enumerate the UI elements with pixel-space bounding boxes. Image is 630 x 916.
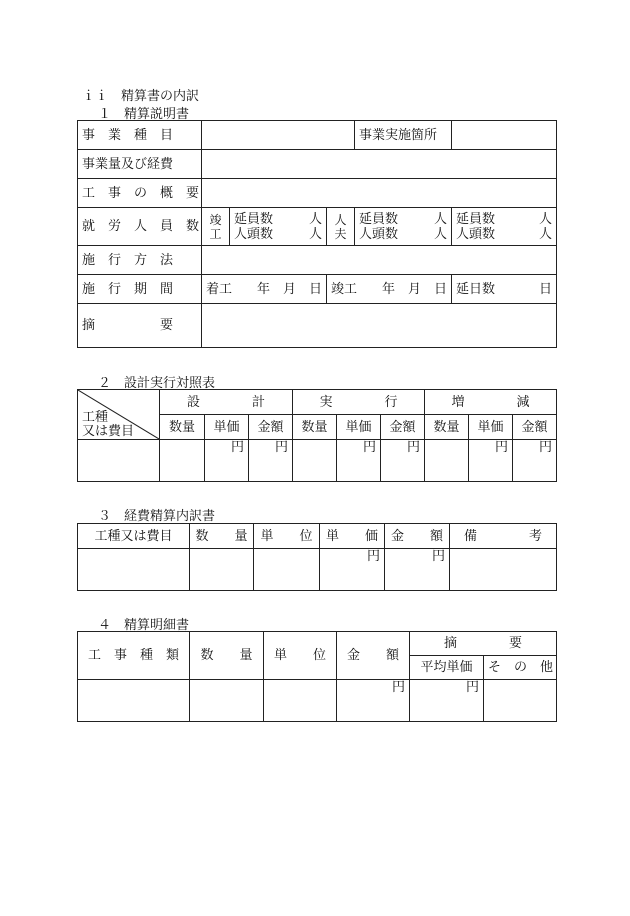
laborer-workers-cell[interactable] [355,208,452,246]
row-label-work-outline: 工 事 の 概 要 [78,179,202,208]
start-label: 着工 [206,281,233,297]
day-unit: 日 [538,281,552,297]
yen-cell[interactable]: 円 [381,440,425,482]
other-workers-cell[interactable] [452,208,557,246]
diag-label-bottom: 又は費目 [82,424,135,439]
table-cell[interactable] [254,549,320,591]
end-date-cell[interactable] [327,275,452,304]
ymd-label: 年 月 日 [381,281,447,297]
col-amount: 金額 [249,415,293,440]
row-label-volume-cost: 事業量及び経費 [78,150,202,179]
table-cell[interactable] [190,549,254,591]
col-other: そ の 他 [484,656,557,680]
settlement-explanation-table [77,120,557,348]
row-label-period: 施 行 期 間 [78,275,202,304]
ymd-label: 年 月 日 [256,281,322,297]
man-days-label: 延員数 [456,211,496,227]
col-unit-price: 単価 [337,415,381,440]
yen-cell[interactable]: 円 [385,549,450,591]
person-unit: 人 [433,211,447,227]
col-summary: 摘 要 [410,632,557,656]
yen-cell[interactable]: 円 [513,440,557,482]
col-quantity: 数 量 [190,632,264,680]
section-heading-2: ２ 設計実行対照表 [98,376,216,391]
method-value[interactable] [202,246,557,275]
diagonal-header-cell [78,390,160,440]
laborer-prefix [327,208,355,246]
end-label: 竣工 [331,281,358,297]
person-unit: 人 [538,226,552,242]
volume-cost-value[interactable] [202,150,557,179]
yen-cell[interactable]: 円 [205,440,249,482]
col-work-kind: 工 事 種 類 [78,632,190,680]
section-heading-4: ４ 精算明細書 [98,618,190,633]
person-unit: 人 [308,226,322,242]
man-days-label: 延員数 [234,211,274,227]
yen-cell[interactable]: 円 [337,680,410,722]
col-unit-price: 単 価 [320,524,385,549]
laborer-prefix-bottom: 夫 [334,226,347,241]
col-unit-price: 単価 [205,415,249,440]
yen-cell[interactable]: 円 [469,440,513,482]
row-label-workers: 就 労 人 員 数 [78,208,202,246]
section-heading-1: １ 精算説明書 [98,107,190,122]
work-outline-value[interactable] [202,179,557,208]
table-cell[interactable] [78,549,190,591]
col-unit-price: 単価 [469,415,513,440]
completion-workers-cell[interactable] [230,208,327,246]
table-cell[interactable] [450,549,557,591]
row-label-method: 施 行 方 法 [78,246,202,275]
head-count-label: 人頭数 [234,226,274,242]
diag-label-top: 工種 [82,410,109,425]
col-quantity: 数 量 [190,524,254,549]
col-work-type: 工種又は費目 [78,524,190,549]
person-unit: 人 [308,211,322,227]
col-amount: 金 額 [385,524,450,549]
col-unit: 単 位 [264,632,337,680]
group-difference: 増 減 [425,390,557,415]
completion-prefix-bottom: 工 [209,226,222,241]
table-cell[interactable] [78,680,190,722]
business-type-value[interactable] [202,121,355,150]
page-title: ｉｉ 精算書の内訳 [82,89,200,104]
total-days-cell[interactable] [452,275,557,304]
person-unit: 人 [538,211,552,227]
yen-cell[interactable]: 円 [249,440,293,482]
table-cell[interactable] [264,680,337,722]
table-cell[interactable] [293,440,337,482]
col-unit: 単 位 [254,524,320,549]
total-days-label: 延日数 [456,281,496,297]
col-amount: 金額 [513,415,557,440]
row-label-remarks: 摘 要 [78,304,202,348]
laborer-prefix-top: 人 [334,212,347,227]
start-date-cell[interactable] [202,275,327,304]
settlement-detail-table [77,631,557,722]
col-amount: 金 額 [337,632,410,680]
person-unit: 人 [433,226,447,242]
head-count-label: 人頭数 [456,226,496,242]
row-label-site: 事業実施箇所 [355,121,452,150]
site-value[interactable] [452,121,557,150]
head-count-label: 人頭数 [359,226,399,242]
table-cell[interactable] [484,680,557,722]
remarks-value[interactable] [202,304,557,348]
table-cell[interactable] [425,440,469,482]
col-amount: 金額 [381,415,425,440]
col-quantity: 数量 [160,415,205,440]
expense-breakdown-table [77,523,557,591]
col-quantity: 数量 [293,415,337,440]
table-cell[interactable] [160,440,205,482]
yen-cell[interactable]: 円 [337,440,381,482]
col-quantity: 数量 [425,415,469,440]
man-days-label: 延員数 [359,211,399,227]
row-label-business-type: 事 業 種 目 [78,121,202,150]
table-cell[interactable] [78,440,160,482]
yen-cell[interactable]: 円 [320,549,385,591]
col-remarks: 備 考 [450,524,557,549]
col-average-unit-price: 平均単価 [410,656,484,680]
table-cell[interactable] [190,680,264,722]
section-heading-3: ３ 経費精算内訳書 [98,509,216,524]
completion-prefix-top: 竣 [209,212,222,227]
group-design: 設 計 [160,390,293,415]
completion-prefix [202,208,230,246]
group-execution: 実 行 [293,390,425,415]
design-execution-table [77,389,557,482]
yen-cell[interactable]: 円 [410,680,484,722]
